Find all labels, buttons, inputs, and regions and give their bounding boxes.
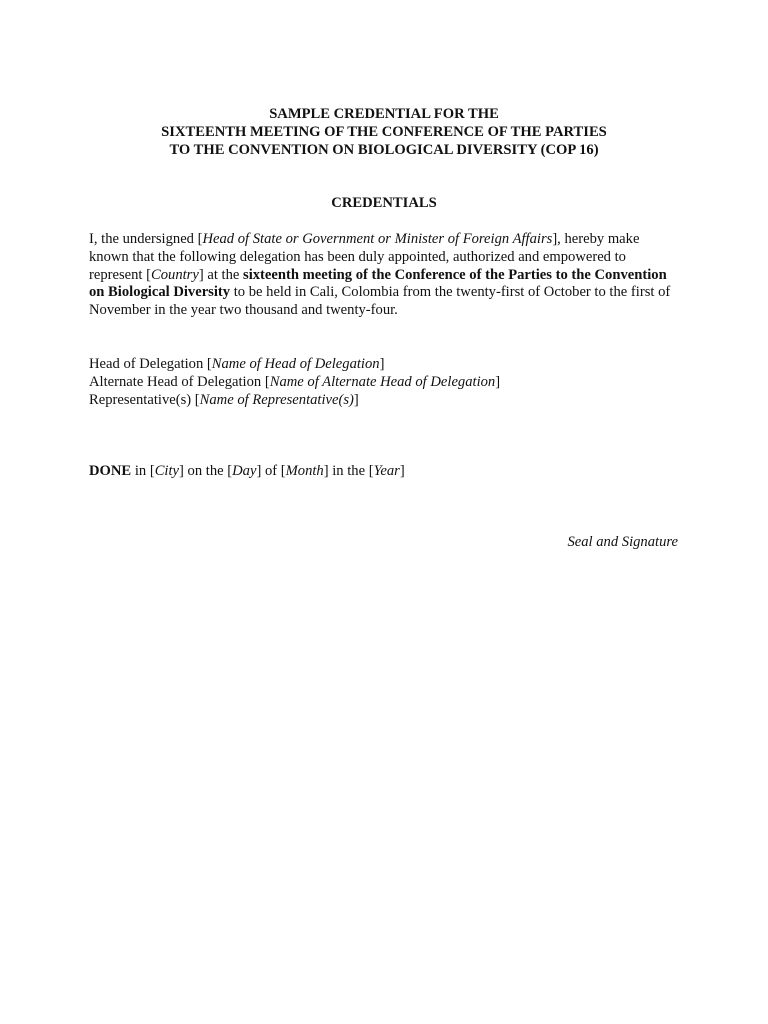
representatives-line <box>89 392 679 410</box>
representatives-placeholder: Name of Representative(s) <box>199 391 354 408</box>
done-keyword: DONE <box>89 463 132 479</box>
document-title <box>0 105 768 159</box>
year-placeholder: Year <box>373 463 400 479</box>
day-placeholder: Day <box>232 463 257 479</box>
representatives-label: Representative(s) [ <box>89 391 200 408</box>
month-placeholder: Month <box>285 463 324 479</box>
close-bracket: ] <box>379 356 385 372</box>
close-bracket: ] <box>353 391 359 408</box>
delegation-list <box>89 356 679 409</box>
credential-paragraph <box>89 231 679 320</box>
done-text-end: ] <box>399 463 405 479</box>
title-line-2: SIXTEENTH MEETING OF THE CONFERENCE OF THE PARTIES <box>161 124 607 140</box>
seal-and-signature: Seal and Signature <box>567 534 678 550</box>
done-text-on: ] on the [ <box>179 463 233 479</box>
done-line <box>89 463 679 481</box>
close-bracket: ] <box>495 373 501 390</box>
paragraph-text-2: ], hereby make known that the following delegation has been duly appointed, authorized and empowered to represent [ <box>89 231 640 283</box>
paragraph-text-1: I, the undersigned [ <box>89 231 203 247</box>
alternate-head-label: Alternate Head of Delegation [ <box>89 373 270 390</box>
head-of-delegation-line <box>89 356 679 374</box>
signatory-placeholder: Head of State or Government or Minister of Foreign Affairs <box>202 231 553 247</box>
head-of-delegation-label: Head of Delegation [ <box>89 356 212 372</box>
country-placeholder: Country <box>151 266 199 283</box>
paragraph-text-4: to be held in Cali, Colombia from the twenty-first of October to the first of November in the year two thousand and twenty-four. <box>89 284 671 319</box>
done-text-in-the: ] in the [ <box>323 463 374 479</box>
head-of-delegation-placeholder: Name of Head of Delegation <box>211 356 380 372</box>
done-text-in: in [ <box>131 463 155 479</box>
credentials-heading: CREDENTIALS <box>331 195 437 211</box>
city-placeholder: City <box>154 463 180 479</box>
done-text-of: ] of [ <box>256 463 286 479</box>
title-line-3: TO THE CONVENTION ON BIOLOGICAL DIVERSITY (COP 16) <box>169 142 599 158</box>
alternate-head-placeholder: Name of Alternate Head of Delegation <box>269 373 496 390</box>
meeting-name: sixteenth meeting of the Conference of the Parties to the Convention on Biological Diversity <box>89 266 667 301</box>
title-line-1: SAMPLE CREDENTIAL FOR THE <box>269 106 499 122</box>
paragraph-text-3: ] at the <box>198 266 244 283</box>
alternate-head-line <box>89 374 679 392</box>
